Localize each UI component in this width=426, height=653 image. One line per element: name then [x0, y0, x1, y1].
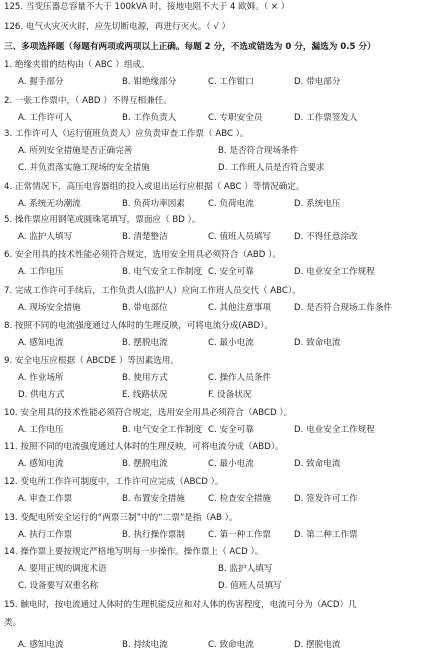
option: D. 系统电压 — [294, 199, 341, 209]
option: B. 布置安全措施 — [122, 494, 185, 504]
option: C. 操作人员条件 — [208, 373, 272, 383]
option: A. 现场安全措施 — [18, 303, 81, 313]
option: B. 工作负责人 — [122, 113, 177, 123]
option: C. 安全可靠 — [208, 267, 254, 277]
option: D. 值班人员填写 — [218, 581, 282, 591]
question-stem: 1. 绝缘夹钳的结构由（ ABC ）组成。 — [4, 60, 150, 70]
option: C. 安全可靠 — [208, 425, 254, 435]
option: D. 不得任意涂改 — [294, 232, 358, 242]
option: A. 审查工作票 — [18, 494, 73, 504]
question-stem: 6. 安全用具的技术性能必须符合规定，选用安全用具必须符合（ABD ）。 — [4, 250, 281, 260]
question-stem: 7. 完成工作许可手续后，工作负责人(监护人）应向工作班人员交代（ ABC）。 — [4, 286, 301, 296]
question-stem-cont: 类。 — [4, 618, 22, 628]
option: A. 感知电流 — [18, 338, 64, 348]
option: D. 电业安全工作规程 — [294, 267, 375, 277]
option: B. 持续电流 — [122, 640, 168, 650]
question-stem: 3. 工作许可人（运行值班负责人）应负责审查工作票（ ABC ）。 — [4, 129, 249, 139]
option: D. 带电部分 — [294, 77, 341, 87]
option: B. 电气安全工作制度 — [122, 267, 203, 277]
question-stem: 2. 一张工作票中，（ ABD ）不得互相兼任。 — [4, 96, 172, 106]
question-stem: 13. 变配电所安全运行的“两票三制”中的“二票”是指（AB ）。 — [4, 513, 238, 523]
question-stem: 15. 触电时，按电流通过人体时的生理机能反应和对人体的伤害程度，电流可分为（ACD）几 — [4, 600, 357, 610]
option: C. 检查安全措施 — [208, 494, 272, 504]
section-title: 三、多项选择题（每题有两项或两项以上正确。每题 2 分，不选或错选为 0 分，漏选为 0.5 分） — [4, 42, 376, 52]
option: A. 握手部分 — [18, 77, 64, 87]
option: D. 致命电流 — [294, 459, 341, 469]
option: C. 设备要写双重名称 — [18, 581, 99, 591]
option: C. 最小电流 — [208, 459, 254, 469]
option: C. 专职安全员 — [208, 113, 263, 123]
option: D. 工作班人员是否符合要求 — [218, 163, 325, 173]
tf-line-125: 125. 当变压器总容量不大于 100kVA 时，接地电阻不大于 4 欧姆。（ × ） — [4, 2, 290, 12]
option: A. 监护人填写 — [18, 232, 73, 242]
option: A. 工作许可人 — [18, 113, 73, 123]
question-stem: 10. 安全用具的技术性能必须符合规定，选用安全用具必须符合（ABCD ）。 — [4, 408, 293, 418]
question-stem: 4. 正常情况下，高压电容器组的投入或退出运行应根据（ ABC ）等情况确定。 — [4, 182, 305, 192]
option: D. 电业安全工作规程 — [294, 425, 375, 435]
option: A. 系统无功潮流 — [18, 199, 81, 209]
option: A. 所列安全措施是否正确完善 — [18, 146, 133, 156]
option: C. 值班人员填写 — [208, 232, 272, 242]
option: B. 摆脱电流 — [122, 459, 168, 469]
option: B. 钳绝缘部分 — [122, 77, 177, 87]
option: C. 并负责落实施工现场的安全措施 — [18, 163, 150, 173]
question-stem: 5. 操作票应用钢笔或圆珠笔填写，票面应（ BD ）。 — [4, 215, 201, 225]
option: B. 清楚整洁 — [122, 232, 168, 242]
option: D. 签发许可工作 — [294, 494, 358, 504]
question-stem: 8. 按照不同的电流强度通过人体时的生理反映，可将电流分成(ABD）。 — [4, 321, 274, 331]
option: B. 摆脱电流 — [122, 338, 168, 348]
option: B. 监护人填写 — [218, 564, 273, 574]
question-stem: 11. 按照不同的电流强度通过人体时的生理反映，可将电流分成（ABD）。 — [4, 442, 284, 452]
option: A. 工作电压 — [18, 267, 64, 277]
option: C. 第一种工作票 — [208, 530, 272, 540]
option: D. 第二种工作票 — [294, 530, 358, 540]
option: D. 工作票签发人 — [294, 113, 358, 123]
option: C. 致命电流 — [208, 640, 254, 650]
question-stem: 9. 安全电压应根据（ ABCDE ）等因素选用。 — [4, 356, 179, 366]
option: D. 供电方式 — [18, 390, 65, 400]
option: C. 负荷电流 — [208, 199, 254, 209]
option: B. 使用方式 — [122, 373, 168, 383]
option: C. 其他注意事项 — [208, 303, 272, 313]
option: D. 是否符合现场工作条件 — [294, 303, 393, 313]
option: B. 是否符合现场条件 — [218, 146, 299, 156]
option: A. 感知电流 — [18, 640, 64, 650]
option: B. 电气安全工作制度 — [122, 425, 203, 435]
option: C. 工作钳口 — [208, 77, 254, 87]
option: A. 工作电压 — [18, 425, 64, 435]
option: A. 感知电流 — [18, 459, 64, 469]
option: A. 作业场所 — [18, 373, 64, 383]
option: B. 负荷功率因素 — [122, 199, 185, 209]
option: C. 最小电流 — [208, 338, 254, 348]
option: F. 设备状况 — [208, 390, 252, 400]
option: B. 带电部位 — [122, 303, 168, 313]
question-stem: 14. 操作票上要按规定严格地写明每一步操作。操作票上（ ACD ）。 — [4, 547, 264, 557]
question-stem: 12. 变电所工作许可制度中，工作许可应完成（ABCD ）。 — [4, 477, 224, 487]
tf-line-126: 126. 电气火灾灭火时，应先切断电源，再进行灭火。（ √ ） — [4, 22, 231, 32]
option: B. 执行操作票制 — [122, 530, 185, 540]
option: E. 线路状况 — [122, 390, 168, 400]
option: A. 要用正规的调度术语 — [18, 564, 107, 574]
option: D. 致命电流 — [294, 338, 341, 348]
option: A. 执行工作票 — [18, 530, 73, 540]
option: D. 摆脱电流 — [294, 640, 341, 650]
